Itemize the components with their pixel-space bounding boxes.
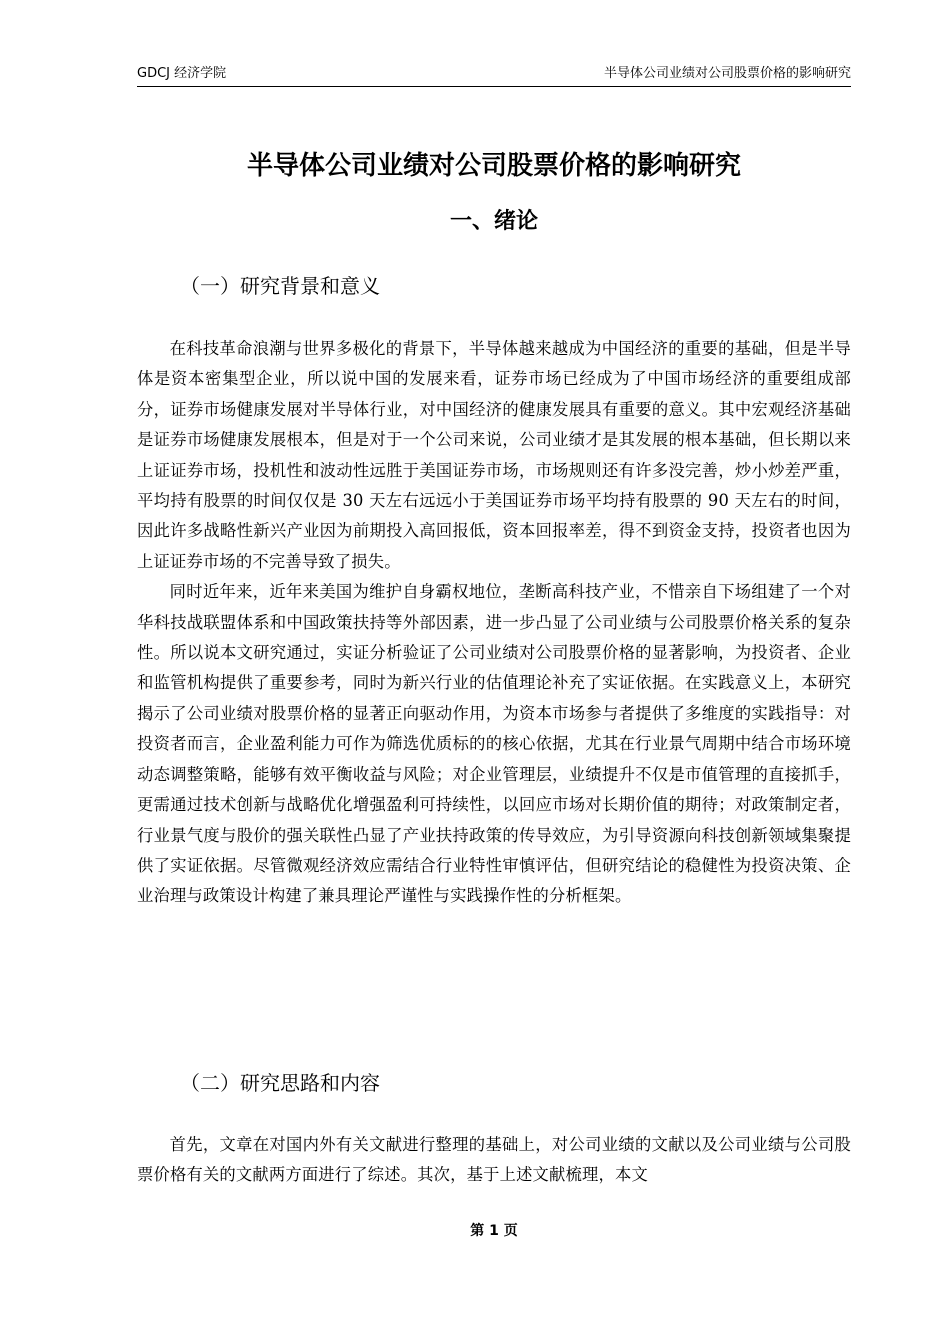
header-divider [137,86,851,87]
section-heading-background: （一）研究背景和意义 [180,274,380,298]
section-body-approach [137,1130,851,1191]
body-paragraph: 同时近年来，近年来美国为维护自身霸权地位，垄断高科技产业，不惜亲自下场组建了一个对华科技战联盟体系和中国政策扶持等外部因素，进一步凸显了公司业绩与公司股票价格关系的复杂性。所以说本文研究通过，实证分析验证了公司业绩对公司股票价格的显著影响，为投资者、企业和监管机构提供了重要参考，同时为新兴行业的估值理论补充了实证依据。在实践意义上，本研究揭示了公司业绩对股票价格的显著正向驱动作用，为资本市场参与者提供了多维度的实践指导：对投资者而言，企业盈利能力可作为筛选优质标的的核心依据，尤其在行业景气周期中结合市场环境动态调整策略，能够有效平衡收益与风险；对企业管理层，业绩提升不仅是市值管理的直接抓手，更需通过技术创新与战略优化增强盈利可持续性，以回应市场对长期价值的期待；对政策制定者，行业景气度与股价的强关联性凸显了产业扶持政策的传导效应，为引导资源向科技创新领域集聚提供了实证依据。尽管微观经济效应需结合行业特性审慎评估，但研究结论的稳健性为投资决策、企业治理与政策设计构建了兼具理论严谨性与实践操作性的分析框架。 [137,582,851,906]
header-paper-title: 半导体公司业绩对公司股票价格的影响研究 [603,66,851,81]
page-number: 第 1 页 [470,1223,518,1239]
body-paragraph: 在科技革命浪潮与世界多极化的背景下，半导体越来越成为中国经济的重要的基础，但是半导体是资本密集型企业，所以说中国的发展来看，证券市场已经成为了中国市场经济的重要组成部分，证券市场健康发展对半导体行业，对中国经济的健康发展具有重要的意义。其中宏观经济基础是证券市场健康发展根本，但是对于一个公司来说，公司业绩才是其发展的根本基础，但长期以来上证证券市场，投机性和波动性远胜于美国证券市场，市场规则还有许多没完善，炒小炒差严重，平均持有股票的时间仅仅是 30 天左右远远小于美国证券市场平均持有股票的 90 天左右的时间，因此许多战略性新兴产业因为前期投入高回报低，资本回报率差，得不到资金支持，投资者也因为上证证券市场的不完善导致了损失。 [137,339,851,571]
body-paragraph: 首先，文章在对国内外有关文献进行整理的基础上，对公司业绩的文献以及公司业绩与公司股票价格有关的文献两方面进行了综述。其次，基于上述文献梳理，本文 [137,1135,851,1185]
document-title: 半导体公司业绩对公司股票价格的影响研究 [246,151,741,181]
header-institution: GDCJ 经济学院 [137,66,227,81]
section-heading-approach: （二）研究思路和内容 [180,1071,380,1095]
chapter-heading: 一、绪论 [449,209,538,234]
section-body-background [137,334,851,912]
page-header [137,64,851,86]
